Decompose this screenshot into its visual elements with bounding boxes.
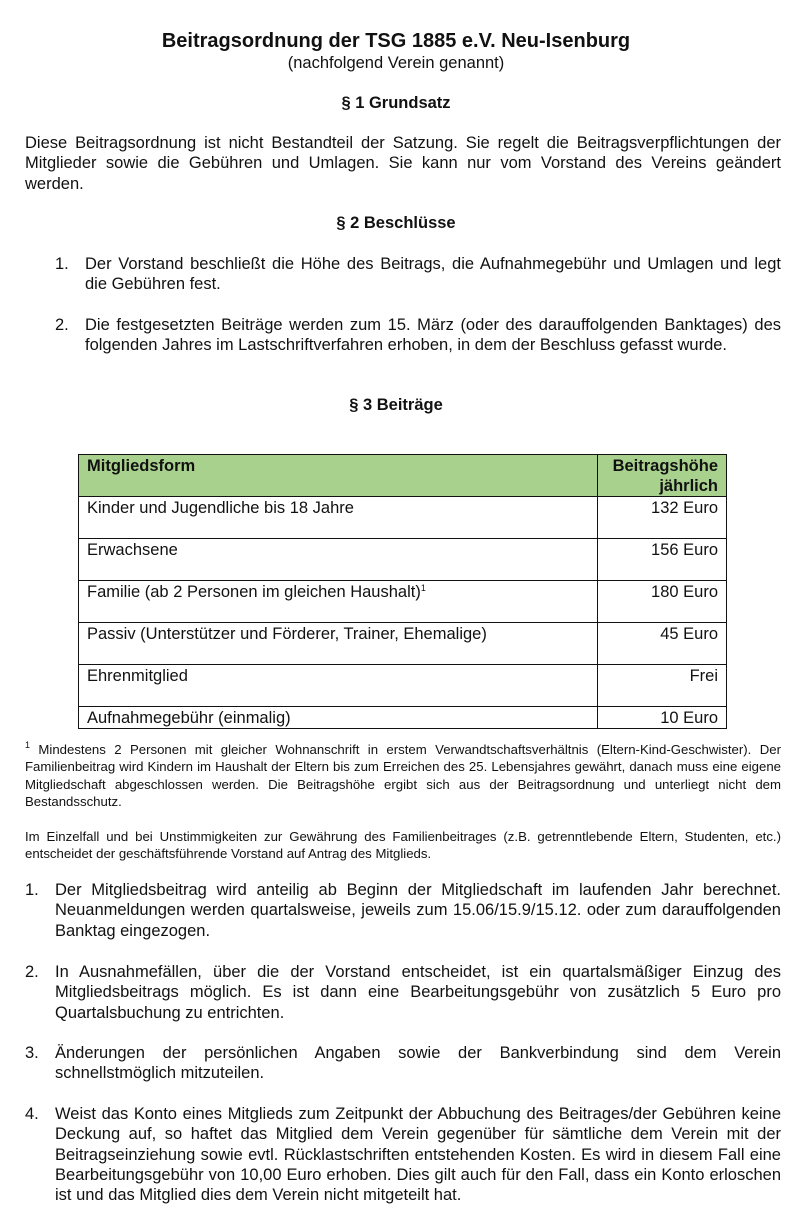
section-2-heading: § 2 Beschlüsse [336, 214, 456, 232]
item-text: Weist das Konto eines Mitglieds zum Zeitpunkt der Abbuchung des Beitrages/der Gebühren keine Deckung auf, so haftet das Mitglied dem Verein gegenüber für sämtliche dem Verein mit der Beitragseinziehung sowie evtl. Rücklastschriften entstehenden Kosten. Es wird in diesem Fall eine Bearbeitungsgebühr von 10,00 Euro erhoben. Dies gilt auch für den Fall, dass ein Konto erloschen ist und das Mitglied dies dem Verein nicht mitgeteilt hat. [55, 1105, 781, 1205]
item-number: 3. [25, 1044, 39, 1062]
footnote-note: Im Einzelfall und bei Unstimmigkeiten zur Gewährung des Familienbeitrages (z.B. getrenntlebende Eltern, Studenten, etc.) entscheidet der geschäftsführende Vorstand auf Antrag des Mitglieds. [25, 829, 781, 862]
item-number: 1. [55, 255, 69, 273]
fee-cell: 10 Euro [598, 707, 727, 729]
item-text: In Ausnahmefällen, über die der Vorstand entscheidet, ist ein quartalsmäßiger Einzug des Mitgliedsbeitrags möglich. Es ist dann eine Bearbeitungsgebühr von zusätzlich 5 Euro pro Quartalsbuchung zu entrichten. [55, 963, 781, 1022]
footnote [25, 741, 781, 811]
fee-table [78, 454, 727, 729]
table-row [79, 623, 727, 665]
item-number: 4. [25, 1105, 39, 1123]
footnote-marker: 1 [25, 740, 31, 750]
item-text: Der Mitgliedsbeitrag wird anteilig ab Beginn der Mitgliedschaft im laufenden Jahr berechnet. Neuanmeldungen werden quartalsweise, jeweils zum 15.06/15.9/15.12. oder zum darauffolgenden Banktag eingezogen. [55, 881, 781, 940]
membership-type-cell: Passiv (Unterstützer und Förderer, Trainer, Ehemalige) [79, 623, 598, 665]
item-number: 2. [55, 316, 69, 334]
item-text: Der Vorstand beschließt die Höhe des Beitrags, die Aufnahmegebühr und Umlagen und legt die Gebühren fest. [85, 255, 781, 294]
section-3-heading: § 3 Beiträge [349, 396, 443, 414]
fee-cell: 180 Euro [598, 581, 727, 623]
fee-cell: 156 Euro [598, 539, 727, 581]
table-row [79, 707, 727, 729]
membership-type-cell: Familie (ab 2 Personen im gleichen Haushalt)$^1$ [79, 581, 598, 623]
column-header-annual-fee: Beitragshöhe jährlich [598, 455, 727, 497]
document-subtitle: (nachfolgend Verein genannt) [287, 54, 505, 72]
item-number: 2. [25, 963, 39, 981]
document-title: Beitragsordnung der TSG 1885 e.V. Neu-Isenburg [161, 30, 631, 52]
membership-type-cell: Aufnahmegebühr (einmalig) [79, 707, 598, 729]
item-number: 1. [25, 881, 39, 899]
footnote-marker: 1 [420, 583, 426, 593]
footnote-text: Mindestens 2 Personen mit gleicher Wohnanschrift in erstem Verwandtschaftsverhältnis (Eltern-Kind-Geschwister). Der Familienbeitrag wird Kindern im Haushalt der Eltern bis zum Erreichen des 25. Lebensjahres gewährt, danach muss eine eigene Mitgliedschaft abgeschlossen werden. Die Beitragshöhe ergibt sich aus der Beitragsordnung und unterliegt nicht dem Bestandsschutz. [25, 742, 781, 810]
column-header-membership-type: Mitgliedsform [79, 455, 598, 497]
table-row [79, 665, 727, 707]
table-row [79, 581, 727, 623]
membership-type-cell: Kinder und Jugendliche bis 18 Jahre [79, 497, 598, 539]
fee-cell: 45 Euro [598, 623, 727, 665]
section-1-heading: § 1 Grundsatz [341, 94, 451, 112]
table-row [79, 497, 727, 539]
item-text: Die festgesetzten Beiträge werden zum 15. März (oder des darauffolgenden Banktages) des folgenden Jahres im Lastschriftverfahren erhoben, in dem der Beschluss gefasst wurde. [85, 316, 781, 355]
membership-type-cell: Erwachsene [79, 539, 598, 581]
fee-cell: 132 Euro [598, 497, 727, 539]
table-header-row [79, 455, 727, 497]
table-row [79, 539, 727, 581]
item-text: Änderungen der persönlichen Angaben sowie der Bankverbindung sind dem Verein schnellstmöglich mitzuteilen. [55, 1044, 781, 1083]
section-1-text: Diese Beitragsordnung ist nicht Bestandteil der Satzung. Sie regelt die Beitragsverpflichtungen der Mitglieder sowie die Gebühren und Umlagen. Sie kann nur vom Vorstand des Vereins geändert werden. [25, 134, 781, 193]
membership-type-cell: Ehrenmitglied [79, 665, 598, 707]
fee-cell: Frei [598, 665, 727, 707]
